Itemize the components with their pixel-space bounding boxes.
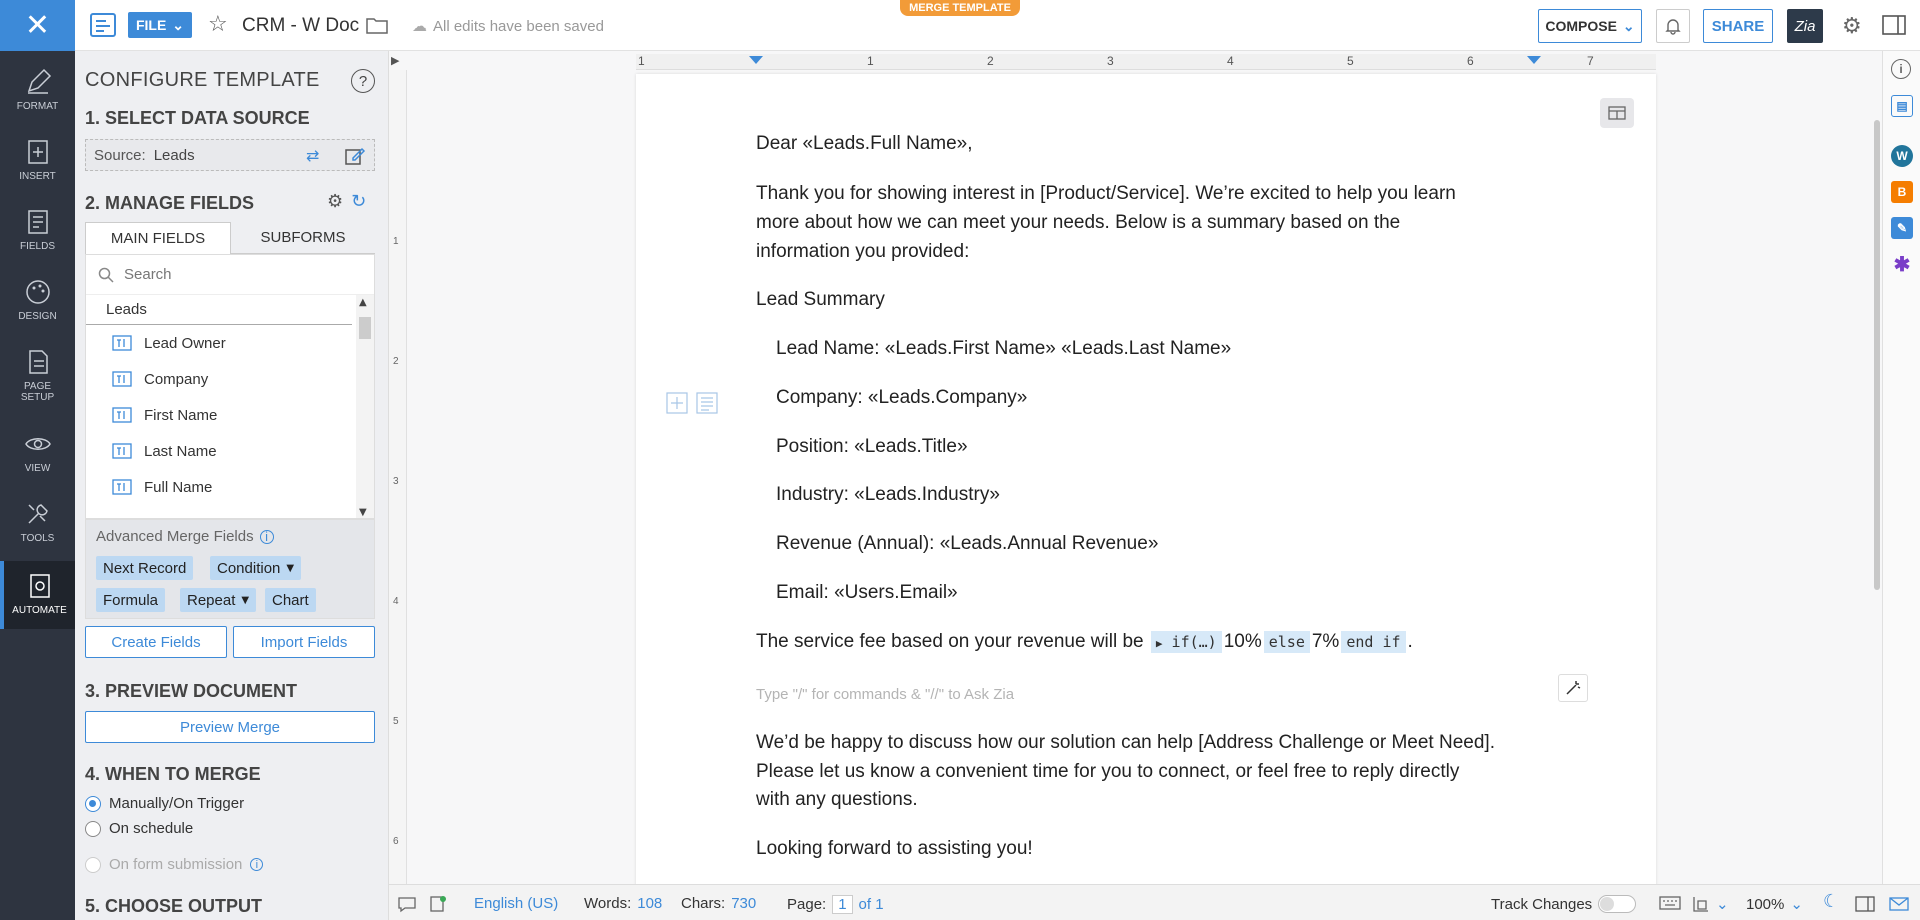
layout-icon[interactable] bbox=[1600, 98, 1634, 128]
words-label: Words: bbox=[584, 895, 632, 912]
help-icon[interactable]: ? bbox=[351, 69, 375, 93]
field-list bbox=[85, 254, 375, 519]
else-field[interactable]: else bbox=[1264, 631, 1310, 653]
field-label: Last Name bbox=[144, 442, 217, 460]
field-label: Lead Owner bbox=[144, 334, 226, 352]
summary-line[interactable]: Email: «Users.Email» bbox=[776, 582, 958, 603]
intro-line[interactable]: information you provided: bbox=[756, 241, 970, 262]
fit-page-button[interactable] bbox=[1692, 895, 1729, 913]
data-source-box[interactable] bbox=[85, 139, 375, 171]
search-input[interactable]: Search bbox=[124, 266, 172, 283]
field-item[interactable] bbox=[86, 433, 374, 469]
ruler-tick: 4 bbox=[1227, 54, 1234, 68]
blogger-icon[interactable]: B bbox=[1891, 181, 1913, 203]
search-icon bbox=[98, 267, 114, 283]
merge-template-badge: MERGE TEMPLATE bbox=[900, 0, 1020, 16]
nav-page-setup[interactable] bbox=[0, 337, 75, 417]
gear-icon[interactable]: ⚙ bbox=[327, 191, 344, 212]
chars-label: Chars: bbox=[681, 895, 726, 912]
char-count bbox=[681, 895, 756, 912]
comment-icon[interactable] bbox=[397, 895, 417, 913]
repeat-chip[interactable] bbox=[180, 588, 256, 612]
nav-tools[interactable] bbox=[0, 489, 75, 557]
caret-down-icon: ▼ bbox=[286, 562, 295, 574]
nav-design[interactable] bbox=[0, 267, 75, 335]
chip-label: Chart bbox=[272, 591, 309, 609]
preview-merge-button[interactable]: Preview Merge bbox=[85, 711, 375, 743]
ruler-tick: 1 bbox=[393, 236, 399, 247]
nav-label: AUTOMATE bbox=[12, 605, 67, 616]
puzzle-icon[interactable]: ✱ bbox=[1893, 253, 1911, 276]
signoff[interactable]: Looking forward to assisting you! bbox=[756, 838, 1033, 859]
panel-toggle-icon[interactable] bbox=[1880, 12, 1908, 38]
field-item[interactable] bbox=[86, 397, 374, 433]
advanced-merge-fields bbox=[85, 519, 375, 619]
palette-icon bbox=[23, 277, 53, 307]
scroll-up-icon[interactable]: ▲ bbox=[359, 297, 367, 308]
nav-view[interactable] bbox=[0, 419, 75, 487]
page-of: of 1 bbox=[858, 896, 884, 913]
ruler-tick: 5 bbox=[1347, 54, 1354, 68]
option-form-submission bbox=[85, 856, 263, 873]
language-selector[interactable]: English (US) bbox=[474, 895, 559, 912]
track-changes-toggle[interactable] bbox=[1598, 895, 1636, 913]
nav-label: DESIGN bbox=[18, 311, 57, 322]
chart-chip[interactable] bbox=[265, 588, 316, 612]
horizontal-ruler bbox=[636, 54, 1656, 70]
chip-label: Formula bbox=[103, 591, 159, 609]
section-choose-output: 5. CHOOSE OUTPUT bbox=[85, 896, 263, 916]
ruler-tick: 3 bbox=[1107, 54, 1114, 68]
nav-label: PAGE SETUP bbox=[20, 381, 55, 403]
compose-button[interactable] bbox=[1538, 9, 1642, 43]
option-label: On form submission bbox=[109, 856, 243, 873]
field-label: Full Name bbox=[144, 478, 213, 496]
option-manual[interactable] bbox=[85, 795, 244, 812]
ask-zia-button[interactable] bbox=[1558, 674, 1588, 702]
ruler-tick: 3 bbox=[393, 476, 399, 487]
columns-icon bbox=[1608, 106, 1626, 120]
formula-chip[interactable] bbox=[96, 588, 165, 612]
chevron-down-icon: ⌄ bbox=[1716, 896, 1729, 913]
add-block-icon[interactable] bbox=[666, 392, 688, 414]
cloud-icon: ☁ bbox=[412, 17, 427, 35]
nav-label: FIELDS bbox=[19, 241, 55, 252]
ruler-tick: 1 bbox=[867, 54, 874, 68]
source-value: Leads bbox=[153, 146, 195, 164]
shuffle-icon[interactable]: ⇄ bbox=[306, 146, 320, 165]
nav-label: VIEW bbox=[24, 463, 51, 474]
ruler-tick: 2 bbox=[987, 54, 994, 68]
radio-button bbox=[85, 857, 101, 873]
document-title[interactable]: CRM - W Doc bbox=[242, 15, 360, 36]
summary-line[interactable]: Company: «Leads.Company» bbox=[776, 387, 1028, 408]
moon-icon[interactable]: ☾ bbox=[1823, 891, 1840, 911]
field-item[interactable] bbox=[86, 361, 374, 397]
end-if-field[interactable]: end if bbox=[1341, 631, 1405, 653]
summary-line[interactable]: Lead Name: «Leads.First Name» «Leads.Last Name» bbox=[776, 338, 1232, 359]
document-canvas bbox=[407, 70, 1882, 884]
source-label: Source: bbox=[94, 146, 146, 164]
magic-wand-icon bbox=[1564, 679, 1582, 697]
option-schedule[interactable] bbox=[85, 820, 193, 837]
info-icon[interactable]: i bbox=[250, 858, 263, 871]
eye-icon bbox=[23, 429, 53, 459]
chevron-down-icon: ⌄ bbox=[172, 16, 185, 33]
page-setup-icon bbox=[23, 347, 53, 377]
star-icon[interactable]: ☆ bbox=[208, 12, 228, 37]
fee-value-1: 10% bbox=[1223, 631, 1262, 652]
fee-line[interactable] bbox=[756, 631, 1413, 653]
summary-title[interactable]: Lead Summary bbox=[756, 289, 885, 310]
reading-mode-icon[interactable] bbox=[1855, 895, 1875, 913]
tab-subforms[interactable]: SUBFORMS bbox=[231, 222, 375, 254]
closing-line[interactable]: with any questions. bbox=[756, 789, 918, 810]
folder-icon[interactable] bbox=[366, 16, 388, 34]
words-value: 108 bbox=[637, 895, 663, 912]
keyboard-icon[interactable] bbox=[1659, 895, 1681, 911]
document-status-icon[interactable] bbox=[429, 895, 447, 913]
section-preview-document: 3. PREVIEW DOCUMENT bbox=[85, 681, 298, 701]
nav-automate[interactable] bbox=[0, 561, 75, 629]
collapse-panel-icon[interactable]: ▶ bbox=[391, 54, 400, 67]
section-select-data-source: 1. SELECT DATA SOURCE bbox=[85, 108, 310, 128]
fit-page-icon bbox=[1692, 895, 1710, 913]
left-indent-marker[interactable] bbox=[749, 56, 763, 64]
amf-title bbox=[96, 528, 274, 545]
if-field[interactable] bbox=[1151, 631, 1222, 653]
field-icon bbox=[112, 335, 132, 351]
section-when-to-merge: 4. WHEN TO MERGE bbox=[85, 764, 261, 784]
fee-end: . bbox=[1407, 631, 1413, 652]
field-group-label: Leads bbox=[86, 295, 352, 325]
paragraph-icon[interactable] bbox=[696, 392, 718, 414]
radio-button[interactable] bbox=[85, 796, 101, 812]
field-icon bbox=[112, 407, 132, 423]
field-label: First Name bbox=[144, 406, 218, 424]
wordpress-icon[interactable]: W bbox=[1891, 145, 1913, 167]
save-status bbox=[412, 17, 604, 35]
pen-icon bbox=[23, 67, 53, 97]
chevron-down-icon: ⌄ bbox=[1622, 17, 1635, 34]
ruler-tick: 6 bbox=[1467, 54, 1474, 68]
share-button[interactable]: SHARE bbox=[1703, 9, 1773, 43]
tools-icon bbox=[23, 499, 53, 529]
page-input[interactable]: 1 bbox=[832, 895, 852, 914]
section-manage-fields: 2. MANAGE FIELDS bbox=[85, 193, 255, 213]
edit-source-icon[interactable] bbox=[343, 145, 367, 167]
import-fields-button[interactable]: Import Fields bbox=[233, 626, 375, 658]
intro-line[interactable]: Thank you for showing interest in [Product/Service]. We’re excited to help you learn bbox=[756, 183, 1456, 204]
summary-line[interactable]: Position: «Leads.Title» bbox=[776, 436, 968, 457]
field-label: Company bbox=[144, 370, 209, 388]
close-icon[interactable]: ✕ bbox=[0, 0, 75, 51]
chevron-down-icon: ⌄ bbox=[1790, 896, 1803, 913]
ruler-tick: 4 bbox=[393, 596, 399, 607]
caret-right-icon: ▶ bbox=[1155, 637, 1163, 650]
page-indicator bbox=[787, 895, 884, 914]
option-label: Manually/On Trigger bbox=[109, 795, 245, 812]
template-icon[interactable]: ▤ bbox=[1891, 95, 1913, 117]
track-changes[interactable] bbox=[1491, 895, 1636, 913]
document-page[interactable] bbox=[636, 74, 1656, 884]
right-sidebar bbox=[1882, 51, 1920, 920]
track-changes-label: Track Changes bbox=[1491, 895, 1593, 913]
document-scrollbar[interactable] bbox=[1874, 120, 1880, 590]
zia-button[interactable]: Zia bbox=[1787, 9, 1823, 43]
fee-value-2: 7% bbox=[1311, 631, 1340, 652]
chip-label: Condition bbox=[217, 559, 281, 577]
document-icon[interactable] bbox=[88, 11, 118, 39]
chars-value: 730 bbox=[731, 895, 757, 912]
zoom-value: 100% bbox=[1746, 895, 1785, 913]
insert-icon bbox=[23, 137, 53, 167]
ruler-tick: 7 bbox=[1587, 54, 1594, 68]
command-placeholder[interactable]: Type "/" for commands & "//" to Ask Zia bbox=[756, 686, 1015, 703]
zoom-selector[interactable] bbox=[1746, 895, 1803, 913]
field-list-scrollbar[interactable] bbox=[356, 295, 374, 519]
left-nav bbox=[0, 51, 75, 920]
nav-insert[interactable] bbox=[0, 127, 75, 195]
notifications-button[interactable] bbox=[1656, 9, 1690, 43]
gear-icon[interactable]: ⚙ bbox=[1842, 14, 1862, 39]
vertical-ruler bbox=[389, 70, 407, 884]
ruler-tick: 5 bbox=[393, 716, 399, 727]
file-menu-button[interactable] bbox=[128, 12, 192, 38]
save-status-text: All edits have been saved bbox=[433, 17, 604, 35]
page-label: Page: bbox=[787, 896, 827, 913]
closing-line[interactable]: Please let us know a convenient time for you to connect, or feel free to reply directly bbox=[756, 761, 1460, 782]
amf-title-text: Advanced Merge Fields bbox=[96, 528, 254, 545]
radio-button[interactable] bbox=[85, 821, 101, 837]
nav-fields[interactable] bbox=[0, 197, 75, 265]
summary-line[interactable]: Revenue (Annual): «Leads.Annual Revenue» bbox=[776, 533, 1159, 554]
field-icon bbox=[112, 371, 132, 387]
top-bar bbox=[0, 0, 1920, 51]
scroll-down-icon[interactable]: ▼ bbox=[359, 507, 367, 518]
field-icon bbox=[112, 479, 132, 495]
ruler-tick: 6 bbox=[393, 836, 399, 847]
next-record-chip[interactable] bbox=[96, 556, 193, 580]
nav-label: TOOLS bbox=[20, 533, 55, 544]
tab-main-fields[interactable]: MAIN FIELDS bbox=[85, 222, 231, 254]
create-fields-button[interactable]: Create Fields bbox=[85, 626, 227, 658]
nav-format[interactable] bbox=[0, 57, 75, 125]
fee-text: The service fee based on your revenue will be bbox=[756, 631, 1144, 652]
chip-label: Next Record bbox=[103, 559, 187, 577]
info-icon[interactable]: i bbox=[1891, 59, 1911, 79]
caret-down-icon: ▼ bbox=[241, 594, 250, 606]
status-bar bbox=[389, 884, 1920, 920]
info-icon[interactable]: i bbox=[260, 530, 274, 544]
quill-icon[interactable]: ✎ bbox=[1891, 217, 1913, 239]
closing-line[interactable]: We’d be happy to discuss how our solution can help [Address Challenge or Meet Need]. bbox=[756, 732, 1495, 753]
configure-template-panel bbox=[75, 51, 389, 920]
fields-icon bbox=[23, 207, 53, 237]
ruler-tick: 2 bbox=[393, 356, 399, 367]
bell-icon bbox=[1664, 17, 1682, 35]
field-item[interactable] bbox=[86, 325, 374, 361]
ruler-tick: 1 bbox=[638, 54, 645, 68]
nav-label: INSERT bbox=[19, 171, 56, 182]
greeting[interactable]: Dear «Leads.Full Name», bbox=[756, 133, 973, 154]
panel-title: CONFIGURE TEMPLATE bbox=[85, 69, 320, 91]
refresh-icon[interactable]: ↻ bbox=[351, 191, 367, 212]
compose-label: COMPOSE bbox=[1545, 18, 1617, 34]
field-search[interactable] bbox=[86, 255, 374, 295]
nav-label: FORMAT bbox=[16, 101, 59, 112]
mail-merge-icon[interactable] bbox=[1889, 895, 1909, 913]
file-label: FILE bbox=[135, 17, 167, 33]
option-label: On schedule bbox=[109, 820, 194, 837]
word-count bbox=[584, 895, 662, 912]
right-indent-marker[interactable] bbox=[1527, 56, 1541, 64]
summary-line[interactable]: Industry: «Leads.Industry» bbox=[776, 484, 1000, 505]
if-label: if(…) bbox=[1171, 633, 1217, 651]
intro-line[interactable]: more about how we can meet your needs. Below is a summary based on the bbox=[756, 212, 1401, 233]
scroll-thumb[interactable] bbox=[359, 317, 371, 339]
automate-icon bbox=[25, 571, 55, 601]
field-icon bbox=[112, 443, 132, 459]
chip-label: Repeat bbox=[187, 591, 236, 609]
condition-chip[interactable] bbox=[210, 556, 301, 580]
field-item[interactable] bbox=[86, 469, 374, 505]
